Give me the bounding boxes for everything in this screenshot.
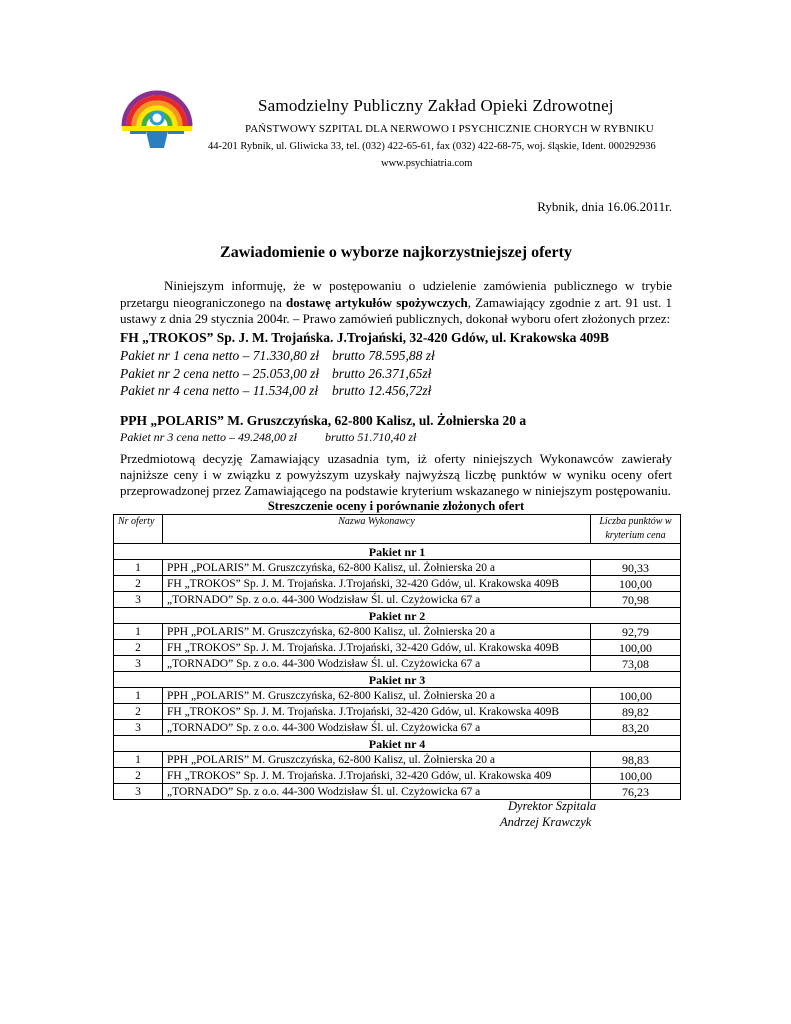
winner-package-line bbox=[120, 366, 432, 382]
points-cell: 100,00 bbox=[591, 768, 681, 784]
package-label: Pakiet nr 3 bbox=[114, 672, 681, 688]
package-group-row bbox=[114, 736, 681, 752]
points-cell: 98,83 bbox=[591, 752, 681, 768]
points-cell: 73,08 bbox=[591, 656, 681, 672]
package-group-row bbox=[114, 672, 681, 688]
offer-number-cell: 2 bbox=[114, 640, 163, 656]
signature-role: Dyrektor Szpitala bbox=[508, 799, 597, 813]
points-cell: 100,00 bbox=[591, 640, 681, 656]
winner-package-line bbox=[120, 383, 432, 399]
offer-number-cell: 3 bbox=[114, 592, 163, 608]
signature-name: Andrzej Krawczyk bbox=[500, 815, 592, 829]
package-group-row bbox=[114, 544, 681, 560]
package-net: Pakiet nr 3 cena netto – 49.248,00 zł bbox=[120, 430, 297, 444]
table-header-row bbox=[114, 515, 681, 544]
contractor-name-cell: FH „TROKOS” Sp. J. M. Trojańska. J.Trojański, 32-420 Gdów, ul. Krakowska 409B bbox=[163, 704, 591, 720]
package-gross: brutto 26.371,65zł bbox=[332, 366, 432, 381]
winner-package-line bbox=[120, 430, 417, 445]
header-offer-number: Nr oferty bbox=[114, 515, 163, 544]
offer-number-cell: 1 bbox=[114, 560, 163, 576]
website-link[interactable]: www.psychiatria.com bbox=[381, 158, 473, 169]
intro-subject: dostawę artykułów spożywczych bbox=[286, 294, 468, 310]
package-label: Pakiet nr 4 bbox=[114, 736, 681, 752]
package-label: Pakiet nr 2 bbox=[114, 608, 681, 624]
table-body bbox=[114, 544, 681, 800]
intro-paragraph bbox=[120, 278, 672, 328]
offer-number-cell: 2 bbox=[114, 768, 163, 784]
evaluation-table bbox=[113, 514, 681, 800]
points-cell: 89,82 bbox=[591, 704, 681, 720]
contractor-name-cell: FH „TROKOS” Sp. J. M. Trojańska. J.Trojański, 32-420 Gdów, ul. Krakowska 409 bbox=[163, 768, 591, 784]
intro-text-1: Niniejszym informuję, że w postępowaniu o udzielenie zamówienia publicznego w trybie przetargu nieograniczonego na bbox=[120, 278, 672, 310]
table-row bbox=[114, 704, 681, 720]
table-row bbox=[114, 592, 681, 608]
table-row bbox=[114, 688, 681, 704]
table-row bbox=[114, 560, 681, 576]
institution-address: 44-201 Rybnik, ul. Gliwicka 33, tel. (032) 422-65-61, fax (032) 422-68-75, woj. śląskie, Ident. 000292936 bbox=[208, 141, 656, 152]
points-cell: 90,33 bbox=[591, 560, 681, 576]
package-gross: brutto 78.595,88 zł bbox=[332, 348, 435, 363]
package-group-row bbox=[114, 608, 681, 624]
package-net: Pakiet nr 2 cena netto – 25.053,00 zł bbox=[120, 366, 320, 381]
offer-number-cell: 1 bbox=[114, 688, 163, 704]
contractor-name-cell: „TORNADO” Sp. z o.o. 44-300 Wodzisław Śl. ul. Czyżowicka 67 a bbox=[163, 656, 591, 672]
contractor-name-cell: PPH „POLARIS” M. Gruszczyńska, 62-800 Kalisz, ul. Żołnierska 20 a bbox=[163, 624, 591, 640]
offer-number-cell: 3 bbox=[114, 784, 163, 800]
table-row bbox=[114, 752, 681, 768]
contractor-name-cell: „TORNADO” Sp. z o.o. 44-300 Wodzisław Śl. ul. Czyżowicka 67 a bbox=[163, 720, 591, 736]
table-row bbox=[114, 576, 681, 592]
points-cell: 100,00 bbox=[591, 688, 681, 704]
table-row bbox=[114, 640, 681, 656]
points-cell: 92,79 bbox=[591, 624, 681, 640]
package-net: Pakiet nr 4 cena netto – 11.534,00 zł bbox=[120, 383, 319, 398]
decision-paragraph: Przedmiotową decyzję Zamawiający uzasadnia tym, iż oferty niniejszych Wykonawców zawierały najniższe ceny i w związku z powyższym uzyskały najwyższą liczbę punktów w wyniku oceny ofert przeprowadzonej przez Zamawiającego na podstawie kryterium wskazanego w niniejszym postępowaniu. bbox=[120, 451, 672, 498]
contractor-name-cell: PPH „POLARIS” M. Gruszczyńska, 62-800 Kalisz, ul. Żołnierska 20 a bbox=[163, 752, 591, 768]
document-title: Zawiadomienie o wyborze najkorzystniejszej oferty bbox=[220, 244, 572, 261]
letterhead bbox=[120, 86, 680, 186]
offer-number-cell: 3 bbox=[114, 720, 163, 736]
hospital-name: PAŃSTWOWY SZPITAL DLA NERWOWO I PSYCHICZNIE CHORYCH W RYBNIKU bbox=[245, 123, 654, 135]
table-row bbox=[114, 720, 681, 736]
offer-number-cell: 2 bbox=[114, 704, 163, 720]
table-caption: Streszczenie oceny i porównanie złożonych ofert bbox=[267, 499, 525, 513]
points-cell: 70,98 bbox=[591, 592, 681, 608]
document-date: Rybnik, dnia 16.06.2011r. bbox=[537, 199, 672, 214]
package-net: Pakiet nr 1 cena netto – 71.330,80 zł bbox=[120, 348, 320, 363]
package-gross: brutto 51.710,40 zł bbox=[325, 430, 417, 444]
table-row bbox=[114, 656, 681, 672]
contractor-name-cell: FH „TROKOS” Sp. J. M. Trojańska. J.Trojański, 32-420 Gdów, ul. Krakowska 409B bbox=[163, 640, 591, 656]
table-row bbox=[114, 768, 681, 784]
header-points: Liczba punktów w kryterium cena bbox=[591, 515, 681, 544]
table-row bbox=[114, 624, 681, 640]
points-cell: 76,23 bbox=[591, 784, 681, 800]
contractor-name-cell: PPH „POLARIS” M. Gruszczyńska, 62-800 Kalisz, ul. Żołnierska 20 a bbox=[163, 560, 591, 576]
rainbow-figure-logo-icon bbox=[120, 86, 194, 156]
institution-name: Samodzielny Publiczny Zakład Opieki Zdrowotnej bbox=[258, 96, 614, 115]
points-cell: 100,00 bbox=[591, 576, 681, 592]
winner-company-polaris: PPH „POLARIS” M. Gruszczyńska, 62-800 Kalisz, ul. Żołnierska 20 a bbox=[120, 413, 527, 428]
points-cell: 83,20 bbox=[591, 720, 681, 736]
contractor-name-cell: FH „TROKOS” Sp. J. M. Trojańska. J.Trojański, 32-420 Gdów, ul. Krakowska 409B bbox=[163, 576, 591, 592]
winner-package-line bbox=[120, 348, 435, 364]
offer-number-cell: 2 bbox=[114, 576, 163, 592]
offer-number-cell: 1 bbox=[114, 752, 163, 768]
signature-block bbox=[500, 798, 596, 830]
package-label: Pakiet nr 1 bbox=[114, 544, 681, 560]
intro-text-2: , Zamawiający zgodnie z art. 91 ust. 1 ustawy z dnia 29 stycznia 2004r. – Prawo zamówień publicznych, dokonał wyboru ofert złożonych przez: bbox=[120, 294, 672, 326]
contractor-name-cell: „TORNADO” Sp. z o.o. 44-300 Wodzisław Śl. ul. Czyżowicka 67 a bbox=[163, 784, 591, 800]
offer-number-cell: 1 bbox=[114, 624, 163, 640]
offer-number-cell: 3 bbox=[114, 656, 163, 672]
header-contractor-name: Nazwa Wykonawcy bbox=[163, 515, 591, 544]
winner-company-trokos: FH „TROKOS” Sp. J. M. Trojańska. J.Trojański, 32-420 Gdów, ul. Krakowska 409B bbox=[120, 330, 609, 345]
contractor-name-cell: PPH „POLARIS” M. Gruszczyńska, 62-800 Kalisz, ul. Żołnierska 20 a bbox=[163, 688, 591, 704]
contractor-name-cell: „TORNADO” Sp. z o.o. 44-300 Wodzisław Śl. ul. Czyżowicka 67 a bbox=[163, 592, 591, 608]
package-gross: brutto 12.456,72zł bbox=[332, 383, 432, 398]
